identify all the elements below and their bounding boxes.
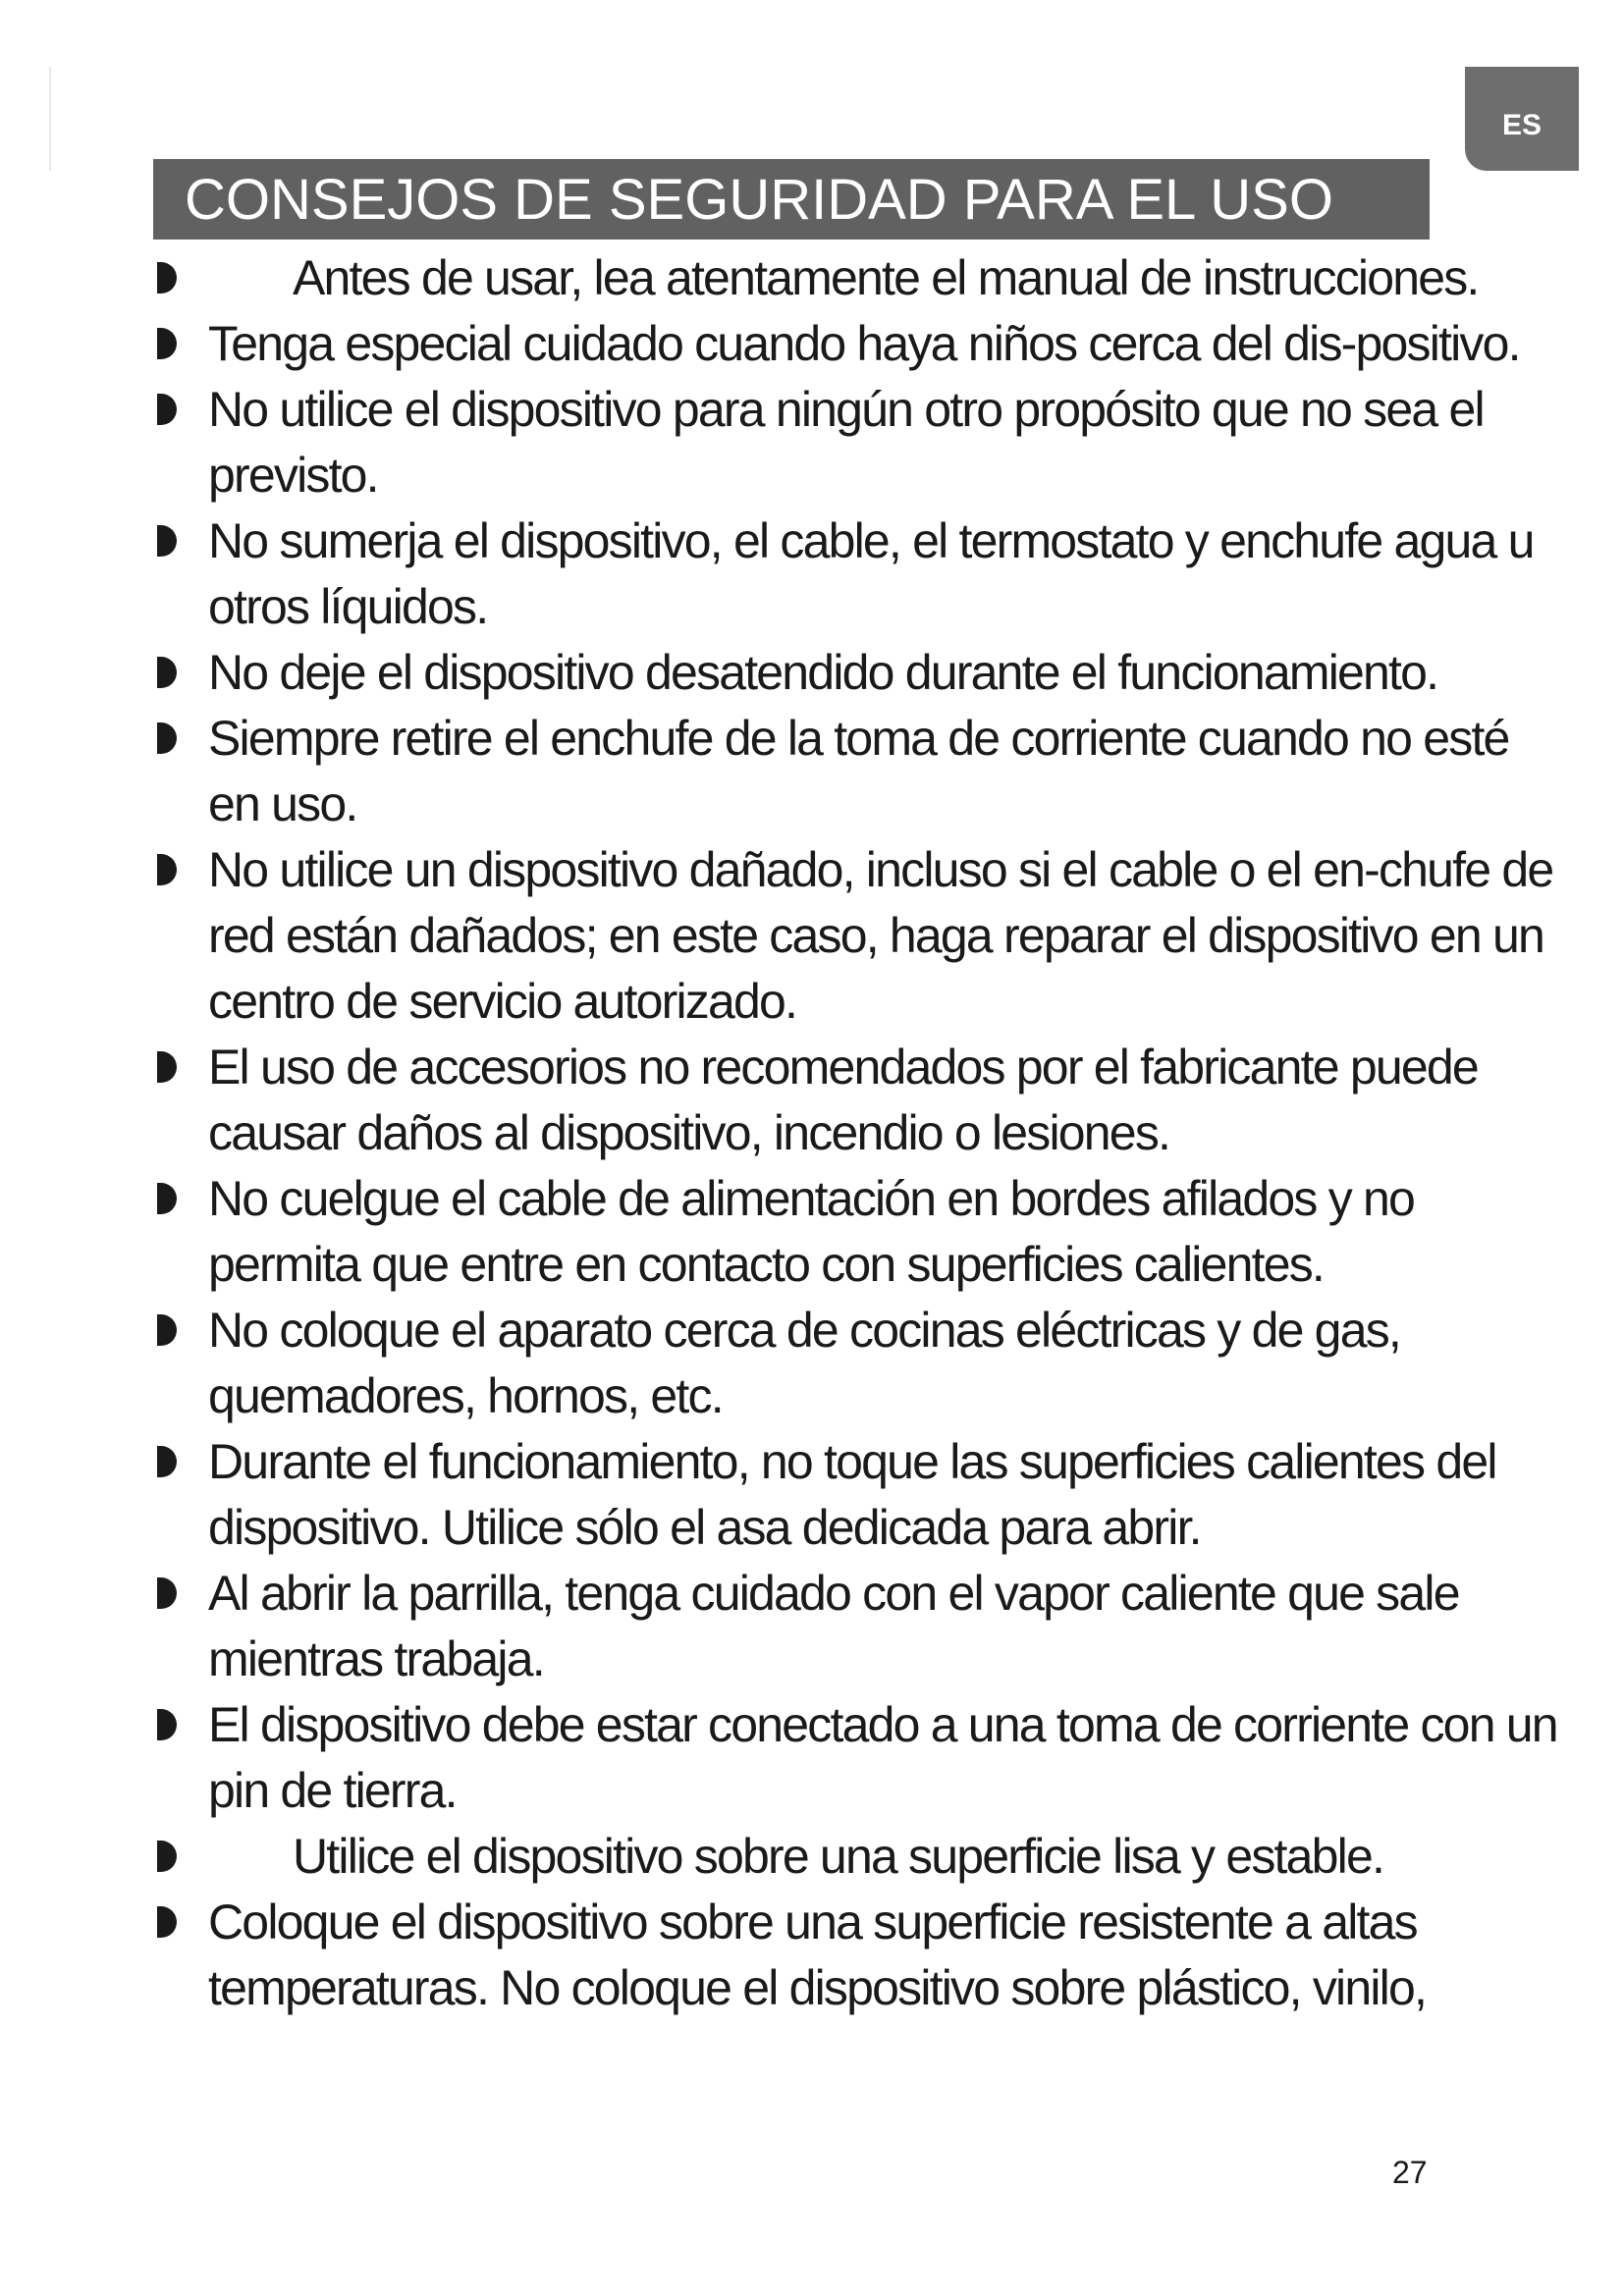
- list-item: [157, 1429, 1571, 1561]
- list-item: [157, 1561, 1571, 1692]
- list-item-text: Coloque el dispositivo sobre una superficie resistente a altas temperaturas. No coloque el dispositivo sobre plástico, vinilo,: [208, 1895, 1427, 2015]
- list-item-text: No coloque el aparato cerca de cocinas eléctricas y de gas, quemadores, hornos, etc.: [208, 1303, 1400, 1423]
- bullet-icon: [157, 394, 177, 425]
- list-item-text: El uso de accesorios no recomendados por el fabricante puede causar daños al dispositivo, incendio o lesiones.: [208, 1040, 1478, 1160]
- bullet-icon: [157, 1709, 177, 1740]
- list-item-text: No utilice el dispositivo para ningún otro propósito que no sea el previsto.: [208, 382, 1484, 503]
- section-title: CONSEJOS DE SEGURIDAD PARA EL USO: [153, 159, 1430, 240]
- list-item: [157, 1298, 1571, 1429]
- list-item-text: No utilice un dispositivo dañado, incluso si el cable o el en-chufe de red están dañados; en este caso, haga reparar el dispositivo en un centro de servicio autorizado.: [208, 842, 1553, 1029]
- bullet-icon: [157, 1314, 177, 1346]
- page-number: 27: [1392, 2155, 1428, 2190]
- list-item: [157, 1824, 1571, 1890]
- list-item-text: No cuelgue el cable de alimentación en bordes afilados y no permita que entre en contacto con superficies calientes.: [208, 1171, 1415, 1292]
- bullet-icon: [157, 1183, 177, 1214]
- list-item: [157, 1035, 1571, 1166]
- list-item: [157, 1692, 1571, 1824]
- list-item-text: No sumerja el dispositivo, el cable, el termostato y enchufe agua u otros líquidos.: [208, 513, 1534, 634]
- bullet-icon: [157, 262, 177, 294]
- bullet-icon: [157, 1906, 177, 1938]
- bullet-icon: [157, 1051, 177, 1083]
- list-item-text: No deje el dispositivo desatendido durante el funcionamiento.: [208, 645, 1438, 700]
- list-item-text: Durante el funcionamiento, no toque las superficies calientes del dispositivo. Utilice sólo el asa dedicada para abrir.: [208, 1434, 1496, 1555]
- bullet-icon: [157, 525, 177, 557]
- list-item-text: Al abrir la parrilla, tenga cuidado con el vapor caliente que sale mientras trabaja.: [208, 1566, 1459, 1686]
- list-item: [157, 640, 1571, 706]
- list-item: [157, 377, 1571, 508]
- page-edge-line: [49, 67, 51, 171]
- list-item: [157, 706, 1571, 837]
- list-item-text: Antes de usar, lea atentamente el manual de instrucciones.: [293, 250, 1479, 305]
- list-item: [157, 311, 1571, 377]
- list-item: [157, 1890, 1571, 2021]
- list-item-text: Siempre retire el enchufe de la toma de corriente cuando no esté en uso.: [208, 711, 1509, 831]
- bullet-icon: [157, 657, 177, 688]
- bullet-icon: [157, 328, 177, 359]
- list-item: [157, 837, 1571, 1035]
- list-item-text: Utilice el dispositivo sobre una superficie lisa y estable.: [293, 1829, 1384, 1884]
- list-item-text: Tenga especial cuidado cuando haya niños cerca del dis-positivo.: [208, 316, 1520, 371]
- bullet-icon: [157, 1577, 177, 1609]
- list-item: [157, 508, 1571, 640]
- bullet-icon: [157, 854, 177, 885]
- list-item: [157, 1166, 1571, 1298]
- language-tab: ES: [1465, 67, 1579, 171]
- bullet-icon: [157, 1446, 177, 1477]
- list-item: [157, 245, 1571, 311]
- bullet-icon: [157, 722, 177, 754]
- list-item-text: El dispositivo debe estar conectado a una toma de corriente con un pin de tierra.: [208, 1697, 1557, 1818]
- safety-list: [157, 245, 1571, 2021]
- bullet-icon: [157, 1841, 177, 1872]
